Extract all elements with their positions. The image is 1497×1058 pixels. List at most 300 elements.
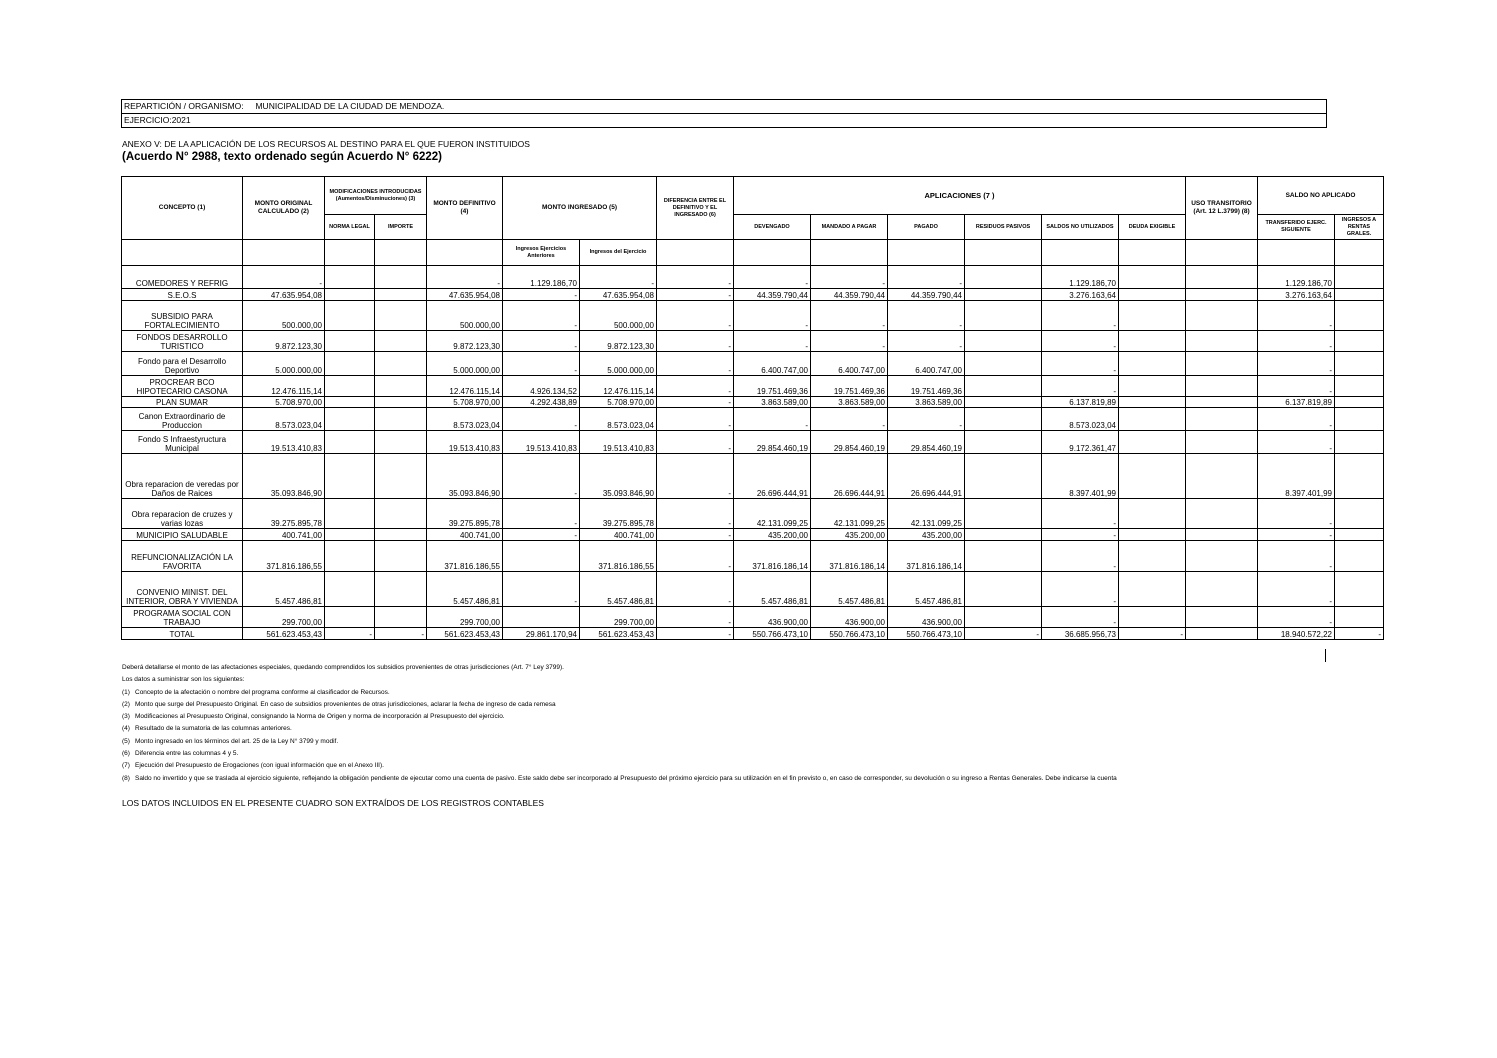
value-cell: 561.623.453,43 (243, 628, 325, 640)
value-cell: 8.573.023,04 (580, 408, 657, 431)
value-cell: - (1042, 529, 1119, 541)
value-cell: 18.940.572,22 (1258, 628, 1335, 640)
note-number: (1) (122, 688, 130, 696)
value-cell (325, 397, 375, 408)
divider (1325, 649, 1326, 662)
value-cell: - (657, 607, 734, 628)
value-cell (1186, 397, 1258, 408)
concepto-cell: Obra reparacion de veredas por Daños de Raices (122, 454, 243, 499)
annex-title: ANEXO V: DE LA APLICACIÓN DE LOS RECURSOS AL DESTINO PARA EL QUE FUERON INSTITUIDOS (122, 139, 530, 149)
value-cell (1186, 454, 1258, 499)
value-cell: 371.816.186,55 (427, 541, 503, 572)
value-cell (1186, 289, 1258, 301)
value-cell: 44.359.790,44 (811, 289, 888, 301)
value-cell: - (811, 301, 888, 331)
value-cell: 4.926.134,52 (503, 376, 580, 397)
value-cell (1119, 454, 1186, 499)
value-cell (1335, 572, 1384, 607)
value-cell (375, 572, 427, 607)
note-text: Saldo no invertido y que se traslada al ejercicio siguiente, reflejando la obligación pendiente de ejecutar como una cuenta de pasivo. Este saldo debe ser incorporado al Presupuesto del próximo ejercicio para su utilización en el fin previsto o, en caso de corresponder, su devolución o su ingreso a Rentas Generales. Debe indicarse la cuenta (135, 774, 1117, 782)
value-cell: - (1042, 352, 1119, 376)
value-cell: - (965, 628, 1042, 640)
value-cell: - (1258, 529, 1335, 541)
table-row (122, 266, 1384, 289)
value-cell: 39.275.895,78 (427, 499, 503, 529)
value-cell: - (734, 408, 811, 431)
value-cell (1119, 408, 1186, 431)
note-text: Ejecución del Presupuesto de Erogaciones (con igual información que en el Anexo III). (135, 762, 384, 770)
value-cell (1119, 572, 1186, 607)
value-cell (1186, 266, 1258, 289)
resources-table (121, 176, 1384, 640)
value-cell: 371.816.186,55 (243, 541, 325, 572)
value-cell (1186, 628, 1258, 640)
value-cell: 5.000.000,00 (243, 352, 325, 376)
value-cell: - (1042, 607, 1119, 628)
value-cell (1119, 607, 1186, 628)
value-cell (375, 376, 427, 397)
value-cell: - (1042, 572, 1119, 607)
value-cell: 29.854.460,19 (734, 431, 811, 454)
value-cell: 371.816.186,55 (580, 541, 657, 572)
hdr-modificaciones: MODIFICACIONES INTRODUCIDAS (Aumentos/Disminuciones) (3) (325, 177, 427, 215)
value-cell: 435.200,00 (811, 529, 888, 541)
value-cell (503, 541, 580, 572)
value-cell: 39.275.895,78 (243, 499, 325, 529)
value-cell: 371.816.186,14 (888, 541, 965, 572)
reparticion-line (122, 100, 1326, 114)
note-item (122, 723, 1117, 735)
value-cell (375, 499, 427, 529)
concepto-cell: PROGRAMA SOCIAL CON TRABAJO (122, 607, 243, 628)
value-cell (503, 607, 580, 628)
value-cell (965, 331, 1042, 352)
value-cell: 19.751.469,36 (734, 376, 811, 397)
value-cell: - (888, 331, 965, 352)
value-cell: - (375, 628, 427, 640)
value-cell (1335, 376, 1384, 397)
value-cell: 1.129.186,70 (503, 266, 580, 289)
value-cell: - (1042, 541, 1119, 572)
value-cell: 42.131.099,25 (888, 499, 965, 529)
value-cell (1186, 572, 1258, 607)
value-cell: 29.854.460,19 (888, 431, 965, 454)
value-cell (1335, 289, 1384, 301)
value-cell: - (503, 331, 580, 352)
value-cell: - (811, 331, 888, 352)
value-cell: 550.766.473,10 (888, 628, 965, 640)
value-cell (375, 397, 427, 408)
note-item (122, 699, 1117, 711)
hdr-monto-definitivo: MONTO DEFINITIVO (4) (427, 177, 503, 240)
value-cell: 299.700,00 (580, 607, 657, 628)
value-cell (325, 376, 375, 397)
value-cell: - (503, 572, 580, 607)
value-cell: 5.708.970,00 (243, 397, 325, 408)
value-cell (965, 266, 1042, 289)
value-cell (1186, 352, 1258, 376)
value-cell: - (1042, 376, 1119, 397)
value-cell (965, 541, 1042, 572)
hdr-importe: IMPORTE (375, 215, 427, 240)
value-cell (965, 529, 1042, 541)
value-cell: - (503, 301, 580, 331)
hdr-ingresos-ejercicio: Ingresos del Ejercicio (580, 240, 657, 266)
value-cell (1186, 529, 1258, 541)
value-cell: 8.397.401,99 (1258, 454, 1335, 499)
note-number: (6) (122, 750, 130, 758)
value-cell: 26.696.444,91 (888, 454, 965, 499)
concepto-cell: Obra reparacion de cruzes y varias lozas (122, 499, 243, 529)
value-cell: 44.359.790,44 (734, 289, 811, 301)
value-cell: - (657, 397, 734, 408)
concepto-cell: S.E.O.S (122, 289, 243, 301)
value-cell (965, 607, 1042, 628)
value-cell: - (1258, 499, 1335, 529)
value-cell: 42.131.099,25 (734, 499, 811, 529)
concepto-cell: COMEDORES Y REFRIG (122, 266, 243, 289)
value-cell: - (503, 289, 580, 301)
value-cell (325, 607, 375, 628)
value-cell (325, 541, 375, 572)
value-cell (375, 352, 427, 376)
hdr-uso-transitorio: USO TRANSITORIO (Art. 12 L.3799) (8) (1186, 177, 1258, 240)
value-cell (325, 331, 375, 352)
value-cell (1335, 529, 1384, 541)
value-cell (1186, 607, 1258, 628)
table-row (122, 572, 1384, 607)
hdr-pagado: PAGADO (888, 215, 965, 240)
value-cell: 3.276.163,64 (1258, 289, 1335, 301)
table-row (122, 352, 1384, 376)
value-cell: - (657, 266, 734, 289)
value-cell: - (1042, 301, 1119, 331)
value-cell: - (1258, 572, 1335, 607)
value-cell (375, 289, 427, 301)
value-cell: - (657, 529, 734, 541)
value-cell (1119, 499, 1186, 529)
value-cell (325, 529, 375, 541)
value-cell (375, 431, 427, 454)
notes-intro2: Los datos a suministrar son los siguientes: (122, 676, 245, 684)
value-cell (325, 431, 375, 454)
value-cell: 39.275.895,78 (580, 499, 657, 529)
value-cell: 35.093.846,90 (243, 454, 325, 499)
value-cell: - (503, 529, 580, 541)
value-cell (325, 352, 375, 376)
table-row (122, 541, 1384, 572)
value-cell: - (734, 331, 811, 352)
value-cell: - (657, 431, 734, 454)
value-cell: - (811, 408, 888, 431)
value-cell (375, 607, 427, 628)
value-cell: 29.854.460,19 (811, 431, 888, 454)
value-cell: 8.397.401,99 (1042, 454, 1119, 499)
value-cell: 44.359.790,44 (888, 289, 965, 301)
value-cell (375, 408, 427, 431)
value-cell (965, 352, 1042, 376)
header-box (121, 99, 1327, 128)
value-cell (1119, 397, 1186, 408)
concepto-cell: CONVENIO MINIST. DEL INTERIOR, OBRA Y VIVIENDA (122, 572, 243, 607)
value-cell: 500.000,00 (580, 301, 657, 331)
value-cell: 47.635.954,08 (580, 289, 657, 301)
value-cell: - (427, 266, 503, 289)
value-cell (1186, 301, 1258, 331)
value-cell: - (1258, 607, 1335, 628)
value-cell (1335, 266, 1384, 289)
value-cell: - (1119, 628, 1186, 640)
value-cell: 47.635.954,08 (243, 289, 325, 301)
value-cell: 12.476.115,14 (580, 376, 657, 397)
hdr-monto-original: MONTO ORIGINAL CALCULADO (2) (243, 177, 325, 240)
value-cell: 6.137.819,89 (1258, 397, 1335, 408)
value-cell (1335, 454, 1384, 499)
value-cell: 1.129.186,70 (1258, 266, 1335, 289)
value-cell (965, 301, 1042, 331)
value-cell: 8.573.023,04 (243, 408, 325, 431)
value-cell (375, 529, 427, 541)
value-cell: - (657, 628, 734, 640)
value-cell: 19.751.469,36 (811, 376, 888, 397)
value-cell: 8.573.023,04 (427, 408, 503, 431)
value-cell (1335, 331, 1384, 352)
value-cell (375, 301, 427, 331)
value-cell: - (657, 301, 734, 331)
note-item (122, 760, 1117, 772)
concepto-cell: Canon Extraordinario de Produccion (122, 408, 243, 431)
value-cell (325, 301, 375, 331)
value-cell (1119, 266, 1186, 289)
value-cell: 5.457.486,81 (427, 572, 503, 607)
value-cell: 5.000.000,00 (427, 352, 503, 376)
value-cell (1119, 376, 1186, 397)
value-cell: 561.623.453,43 (580, 628, 657, 640)
value-cell: 299.700,00 (427, 607, 503, 628)
value-cell: - (657, 331, 734, 352)
value-cell (1186, 408, 1258, 431)
hdr-devengado: DEVENGADO (734, 215, 811, 240)
value-cell (1186, 376, 1258, 397)
value-cell: 435.200,00 (888, 529, 965, 541)
value-cell: - (657, 454, 734, 499)
reparticion-label: REPARTICIÓN / ORGANISMO: (124, 101, 244, 111)
value-cell: - (1258, 376, 1335, 397)
footer-note: LOS DATOS INCLUIDOS EN EL PRESENTE CUADRO SON EXTRAÍDOS DE LOS REGISTROS CONTABLES (122, 798, 544, 808)
value-cell: 299.700,00 (243, 607, 325, 628)
table-row (122, 301, 1384, 331)
value-cell: 5.457.486,81 (243, 572, 325, 607)
reparticion-value: MUNICIPALIDAD DE LA CIUDAD DE MENDOZA. (255, 101, 445, 111)
table-row (122, 376, 1384, 397)
value-cell: 5.708.970,00 (580, 397, 657, 408)
value-cell: 500.000,00 (243, 301, 325, 331)
value-cell: - (657, 289, 734, 301)
value-cell: 36.685.956,73 (1042, 628, 1119, 640)
note-item (122, 736, 1117, 748)
value-cell (1335, 499, 1384, 529)
value-cell: - (1258, 541, 1335, 572)
value-cell: 4.292.438,89 (503, 397, 580, 408)
value-cell: 436.900,00 (734, 607, 811, 628)
note-number: (5) (122, 737, 130, 745)
concepto-cell: SUBSIDIO PARA FORTALECIMIENTO (122, 301, 243, 331)
value-cell (1335, 607, 1384, 628)
value-cell: - (657, 352, 734, 376)
value-cell: - (1258, 352, 1335, 376)
value-cell: 19.513.410,83 (503, 431, 580, 454)
value-cell: 9.872.123,30 (580, 331, 657, 352)
value-cell (1119, 289, 1186, 301)
note-text: Concepto de la afectación o nombre del programa conforme al clasificador de Recursos. (135, 688, 390, 696)
value-cell: - (325, 628, 375, 640)
value-cell: - (243, 266, 325, 289)
value-cell: 500.000,00 (427, 301, 503, 331)
concepto-cell: Fondo para el Desarrollo Deportivo (122, 352, 243, 376)
value-cell: 550.766.473,10 (734, 628, 811, 640)
value-cell (325, 499, 375, 529)
note-text: Modificaciones al Presupuesto Original, consignando la Norma de Origen y norma de incorporación al Presupuesto del ejercicio. (135, 713, 505, 721)
value-cell: 19.751.469,36 (888, 376, 965, 397)
concepto-cell: PLAN SUMAR (122, 397, 243, 408)
value-cell (325, 408, 375, 431)
value-cell: 5.457.486,81 (811, 572, 888, 607)
table-row (122, 289, 1384, 301)
table-row (122, 607, 1384, 628)
value-cell: 1.129.186,70 (1042, 266, 1119, 289)
value-cell: 5.457.486,81 (734, 572, 811, 607)
hdr-mandado-pagar: MANDADO A PAGAR (811, 215, 888, 240)
value-cell: 400.741,00 (580, 529, 657, 541)
value-cell: 12.476.115,14 (427, 376, 503, 397)
value-cell: - (580, 266, 657, 289)
table-row (122, 499, 1384, 529)
value-cell: 35.093.846,90 (580, 454, 657, 499)
value-cell: 9.172.361,47 (1042, 431, 1119, 454)
concepto-cell: MUNICIPIO SALUDABLE (122, 529, 243, 541)
concepto-cell: TOTAL (122, 628, 243, 640)
table-row (122, 454, 1384, 499)
note-number: (2) (122, 700, 130, 708)
note-item (122, 687, 1117, 699)
value-cell: - (734, 266, 811, 289)
value-cell: 26.696.444,91 (811, 454, 888, 499)
value-cell (1335, 431, 1384, 454)
value-cell (965, 408, 1042, 431)
value-cell: 19.513.410,83 (243, 431, 325, 454)
value-cell: 35.093.846,90 (427, 454, 503, 499)
concepto-cell: PROCREAR BCO HIPOTECARIO CASONA (122, 376, 243, 397)
value-cell: 8.573.023,04 (1042, 408, 1119, 431)
value-cell (965, 289, 1042, 301)
value-cell: 47.635.954,08 (427, 289, 503, 301)
note-item (122, 748, 1117, 760)
note-text: Monto ingresado en los términos del art. 25 de la Ley N° 3799 y modif. (135, 737, 339, 745)
hdr-ingresos-anteriores: Ingresos Ejercicios Anteriores (503, 240, 580, 266)
value-cell: - (657, 499, 734, 529)
concepto-cell: Fondo S Infraestyructura Municipal (122, 431, 243, 454)
value-cell (1186, 331, 1258, 352)
value-cell: 26.696.444,91 (734, 454, 811, 499)
notes-intro: Deberá detallarse el monto de las afectaciones especiales, quedando comprendidos los subsidios provenientes de otras jurisdicciones (Art. 7° Ley 3799). (122, 664, 564, 671)
table-row (122, 331, 1384, 352)
value-cell: 3.276.163,64 (1042, 289, 1119, 301)
hdr-ingresos-rentas: INGRESOS A RENTAS GRALES. (1335, 215, 1384, 240)
value-cell: 6.400.747,00 (811, 352, 888, 376)
note-item (122, 773, 1117, 785)
annex-subtitle: (Acuerdo N° 2988, texto ordenado según Acuerdo N° 6222) (122, 151, 442, 163)
ejercicio-line: EJERCICIO:2021 (124, 115, 191, 125)
value-cell (965, 397, 1042, 408)
value-cell: 29.861.170,94 (503, 628, 580, 640)
hdr-deuda-exigible: DEUDA EXIGIBLE (1119, 215, 1186, 240)
value-cell: - (1258, 431, 1335, 454)
value-cell (1119, 529, 1186, 541)
value-cell: - (657, 408, 734, 431)
value-cell: - (657, 376, 734, 397)
value-cell (965, 431, 1042, 454)
hdr-saldo-no-aplicado: SALDO NO APLICADO (1258, 177, 1384, 215)
hdr-monto-ingresado: MONTO INGRESADO (5) (503, 177, 657, 240)
value-cell: 19.513.410,83 (580, 431, 657, 454)
value-cell (325, 266, 375, 289)
value-cell (325, 289, 375, 301)
value-cell: 436.900,00 (811, 607, 888, 628)
value-cell: 12.476.115,14 (243, 376, 325, 397)
note-item (122, 711, 1117, 723)
hdr-transferido: TRANSFERIDO EJERC. SIGUIENTE (1258, 215, 1335, 240)
hdr-saldos-no-utilizados: SALDOS NO UTILIZADOS (1042, 215, 1119, 240)
value-cell: - (657, 541, 734, 572)
note-number: (3) (122, 713, 130, 721)
note-text: Diferencia entre las columnas 4 y 5. (135, 750, 239, 758)
value-cell: 3.863.589,00 (734, 397, 811, 408)
value-cell: - (503, 454, 580, 499)
note-number: (7) (122, 762, 130, 770)
value-cell: 561.623.453,43 (427, 628, 503, 640)
value-cell: 6.137.819,89 (1042, 397, 1119, 408)
value-cell (965, 376, 1042, 397)
value-cell: 6.400.747,00 (734, 352, 811, 376)
value-cell: - (503, 408, 580, 431)
value-cell: 6.400.747,00 (888, 352, 965, 376)
value-cell (1335, 301, 1384, 331)
table-row (122, 628, 1384, 640)
value-cell: 3.863.589,00 (811, 397, 888, 408)
value-cell: - (1258, 331, 1335, 352)
value-cell: - (888, 266, 965, 289)
value-cell: 371.816.186,14 (811, 541, 888, 572)
value-cell (1119, 301, 1186, 331)
value-cell: 9.872.123,30 (243, 331, 325, 352)
value-cell: 19.513.410,83 (427, 431, 503, 454)
value-cell (325, 454, 375, 499)
value-cell: 550.766.473,10 (811, 628, 888, 640)
value-cell (1119, 331, 1186, 352)
table-row (122, 431, 1384, 454)
value-cell: 435.200,00 (734, 529, 811, 541)
value-cell: 5.457.486,81 (888, 572, 965, 607)
value-cell: - (1335, 628, 1384, 640)
value-cell (965, 499, 1042, 529)
value-cell (1335, 408, 1384, 431)
note-text: Resultado de la sumatoria de las columnas anteriores. (135, 725, 292, 733)
value-cell: - (1042, 499, 1119, 529)
value-cell (1186, 431, 1258, 454)
value-cell (1186, 499, 1258, 529)
value-cell: 42.131.099,25 (811, 499, 888, 529)
value-cell (965, 572, 1042, 607)
